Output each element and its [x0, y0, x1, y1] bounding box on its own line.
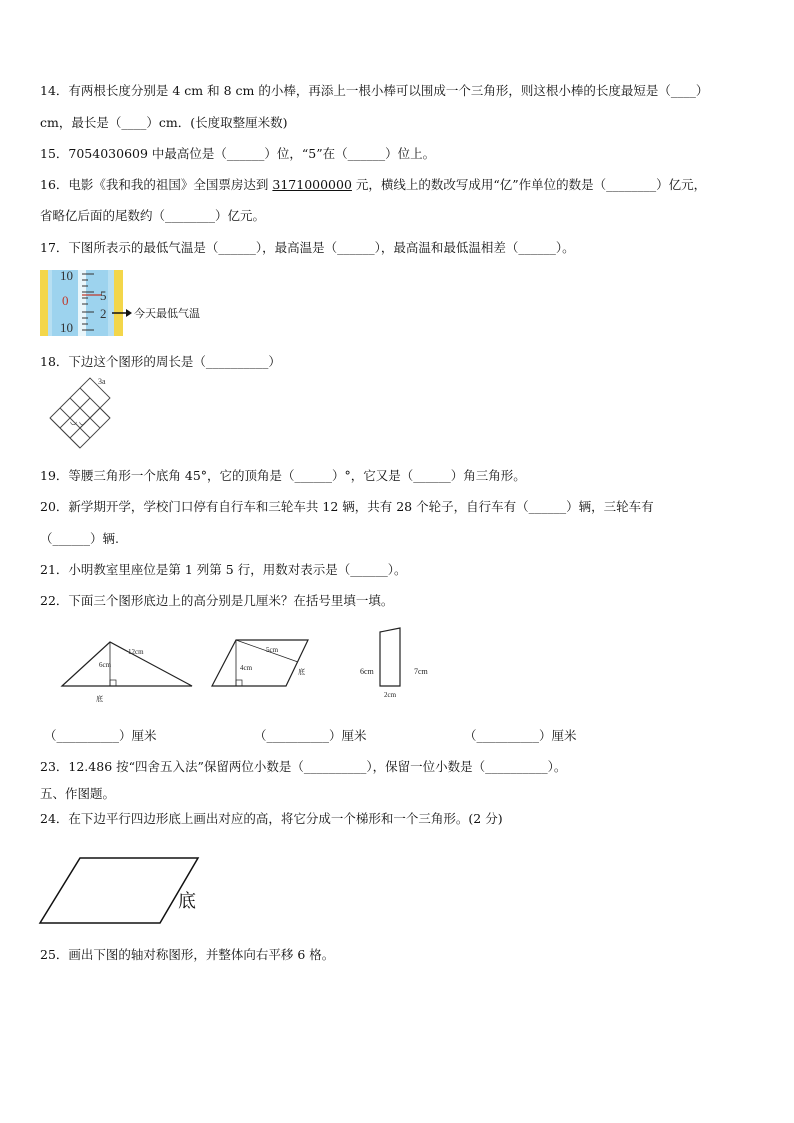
thermo-top-label: 10 — [60, 268, 73, 283]
thermo-two-label: 2 — [100, 306, 107, 321]
q22-answer-3: （__________）厘米 — [464, 728, 577, 743]
thermo-caption: 今天最低气温 — [134, 308, 200, 320]
trap-left-label: 6cm — [360, 667, 374, 676]
q20-line2: （______）辆. — [40, 531, 119, 546]
q22-answer-2: （__________）厘米 — [254, 728, 367, 743]
q14-line2: cm，最长是（____）cm．(长度取整厘米数) — [40, 115, 288, 130]
q19-text: 19．等腰三角形一个底角 45°，它的顶角是（______）°，它又是（______）角三角形。 — [40, 468, 526, 483]
section-five-title: 五、作图题。 — [40, 786, 116, 801]
q25-text: 25．画出下图的轴对称图形，并整体向右平移 6 格。 — [40, 947, 335, 962]
trap-bottom-label: 2cm — [384, 691, 397, 699]
q16-line2: 省略亿后面的尾数约（________）亿元。 — [40, 208, 266, 223]
figure-side-label: 3a — [98, 377, 106, 386]
q14-line1: 14．有两根长度分别是 4 cm 和 8 cm 的小棒，再添上一根小棒可以围成一个三角形，则这根小棒的长度最短是（____） — [40, 83, 709, 98]
q16-before: 16．电影《我和我的祖国》全国票房达到 — [40, 177, 273, 192]
trap-right-label: 7cm — [414, 667, 428, 676]
thermo-bottom-label: 10 — [60, 320, 73, 335]
q17-text: 17．下图所表示的最低气温是（______），最高温是（______），最高温和最低温相差（______）。 — [40, 240, 575, 255]
arrow-icon — [126, 309, 132, 317]
q22-answer-1: （__________）厘米 — [44, 728, 157, 743]
tri-slant-label: 12cm — [128, 648, 144, 656]
svg-text:◡ ◡: ◡ ◡ — [70, 417, 86, 426]
q18-text: 18．下边这个图形的周长是（__________） — [40, 354, 281, 369]
thermometer-figure — [40, 268, 210, 338]
q23-text: 23．12.486 按“四舍五入法”保留两位小数是（__________），保留一位小数是（__________）。 — [40, 759, 567, 774]
q21-text: 21．小明教室里座位是第 1 列第 5 行，用数对表示是（______）。 — [40, 562, 407, 577]
parallelogram-figure — [38, 855, 218, 930]
para-height-label: 4cm — [240, 664, 253, 672]
q22-figures — [40, 622, 460, 712]
q15-text: 15．7054030609 中最高位是（______）位，“5”在（______）位上。 — [40, 146, 436, 161]
tri-base-label: 底 — [96, 695, 103, 703]
q16-line1 — [40, 177, 706, 193]
para-top-label: 5cm — [266, 646, 279, 654]
thermo-five-label: 5 — [100, 288, 107, 303]
q16-underlined-number: 3171000000 — [272, 177, 352, 192]
q20-line1: 20．新学期开学，学校门口停有自行车和三轮车共 12 辆，共有 28 个轮子，自行车有（______）辆，三轮车有 — [40, 499, 654, 514]
parallelogram-base-label: 底 — [178, 891, 196, 911]
perimeter-figure — [40, 376, 120, 456]
para-side-label: 底 — [298, 668, 305, 676]
q24-text: 24．在下边平行四边形底上画出对应的高，将它分成一个梯形和一个三角形。(2 分) — [40, 811, 503, 826]
thermo-zero-label: 0 — [62, 293, 69, 308]
q16-after: 元，横线上的数改写成用“亿”作单位的数是（________）亿元， — [351, 177, 707, 192]
q22-text: 22．下面三个图形底边上的高分别是几厘米？在括号里填一填。 — [40, 593, 394, 608]
tri-height-label: 6cm — [99, 661, 112, 669]
